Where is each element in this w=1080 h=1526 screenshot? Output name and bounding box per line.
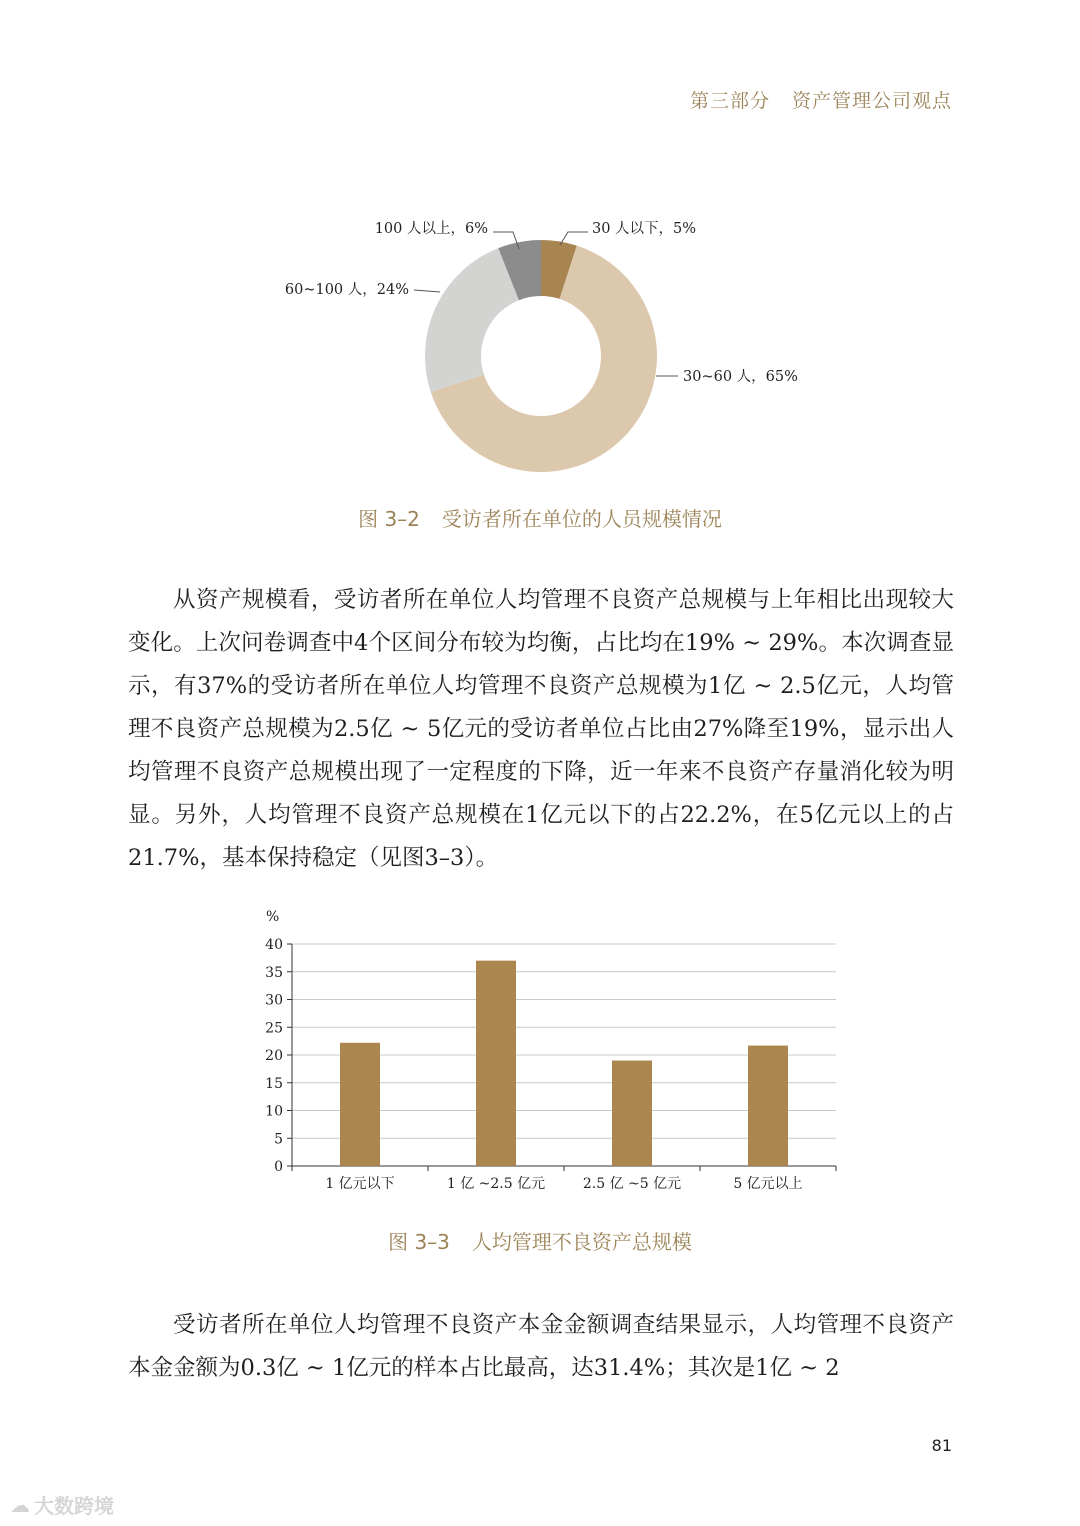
watermark-logo-icon: ☁ <box>10 1492 30 1517</box>
body-paragraph-2: 受访者所在单位人均管理不良资产本金金额调查结果显示，人均管理不良资产本金金额为0.3亿 ~ 1亿元的样本占比最高，达31.4%；其次是1亿 ~ 2 <box>128 1312 954 1381</box>
y-axis-unit: % <box>266 909 280 925</box>
header-part: 第三部分 <box>689 90 770 112</box>
y-tick-label: 35 <box>265 964 283 981</box>
x-category-label: 2.5 亿 ~5 亿元 <box>582 1176 682 1192</box>
header-title: 资产管理公司观点 <box>791 90 952 112</box>
bar <box>476 961 516 1166</box>
body-paragraph-1: 从资产规模看，受访者所在单位人均管理不良资产总规模与上年相比出现较大变化。上次问卷调查中4个区间分布较为均衡，占比均在19% ~ 29%。本次调查显示，有37%的受访者所在单位人均管理不良资产总规模为1亿 ~ 2.5亿元，人均管理不良资产总规模为2.5亿 ~ 5亿元的受访者单位占比由27%降至19%，显示出人均管理不良资产总规模出现了一定程度的下降，近一年来不良资产存量消化较为明显。另外，人均管理不良资产总规模在1亿元以下的占22.2%，在5亿元以上的占21.7%，基本保持稳定（见图3–3）。 <box>128 587 954 871</box>
y-tick-label: 15 <box>265 1075 283 1092</box>
y-tick-label: 25 <box>265 1020 283 1037</box>
figure-3-3-title: 人均管理不良资产总规模 <box>471 1230 692 1254</box>
y-tick-label: 10 <box>265 1103 283 1120</box>
watermark-text: 大数跨境 <box>34 1494 114 1518</box>
y-tick-label: 20 <box>265 1048 283 1064</box>
donut-slice <box>425 248 519 392</box>
figure-3-2-title: 受访者所在单位的人员规模情况 <box>441 507 722 531</box>
y-tick-label: 40 <box>265 937 283 953</box>
slice-leader-line <box>414 290 440 292</box>
bar <box>340 1043 380 1166</box>
page-number: 81 <box>931 1436 952 1455</box>
slice-label: 100 人以上，6% <box>374 221 488 237</box>
slice-label: 30~60 人，65% <box>683 369 798 385</box>
x-category-label: 5 亿元以上 <box>733 1176 803 1192</box>
y-tick-label: 0 <box>274 1159 283 1175</box>
x-category-label: 1 亿元以下 <box>325 1176 395 1192</box>
donut-chart <box>0 190 1080 490</box>
running-header <box>690 86 952 113</box>
slice-label: 60~100 人，24% <box>284 282 409 298</box>
bar <box>612 1061 652 1166</box>
figure-3-3-caption <box>0 1226 1080 1255</box>
figure-3-2-caption <box>0 503 1080 532</box>
watermark <box>10 1490 114 1519</box>
figure-3-2-number: 图 3–2 <box>358 507 420 531</box>
x-category-label: 1 亿 ~2.5 亿元 <box>446 1176 546 1192</box>
y-tick-label: 30 <box>265 992 283 1009</box>
y-tick-label: 5 <box>274 1131 283 1148</box>
bar <box>748 1046 788 1166</box>
figure-3-3-number: 图 3–3 <box>388 1230 450 1254</box>
slice-label: 30 人以下，5% <box>592 221 697 237</box>
bar-chart <box>0 895 1080 1205</box>
